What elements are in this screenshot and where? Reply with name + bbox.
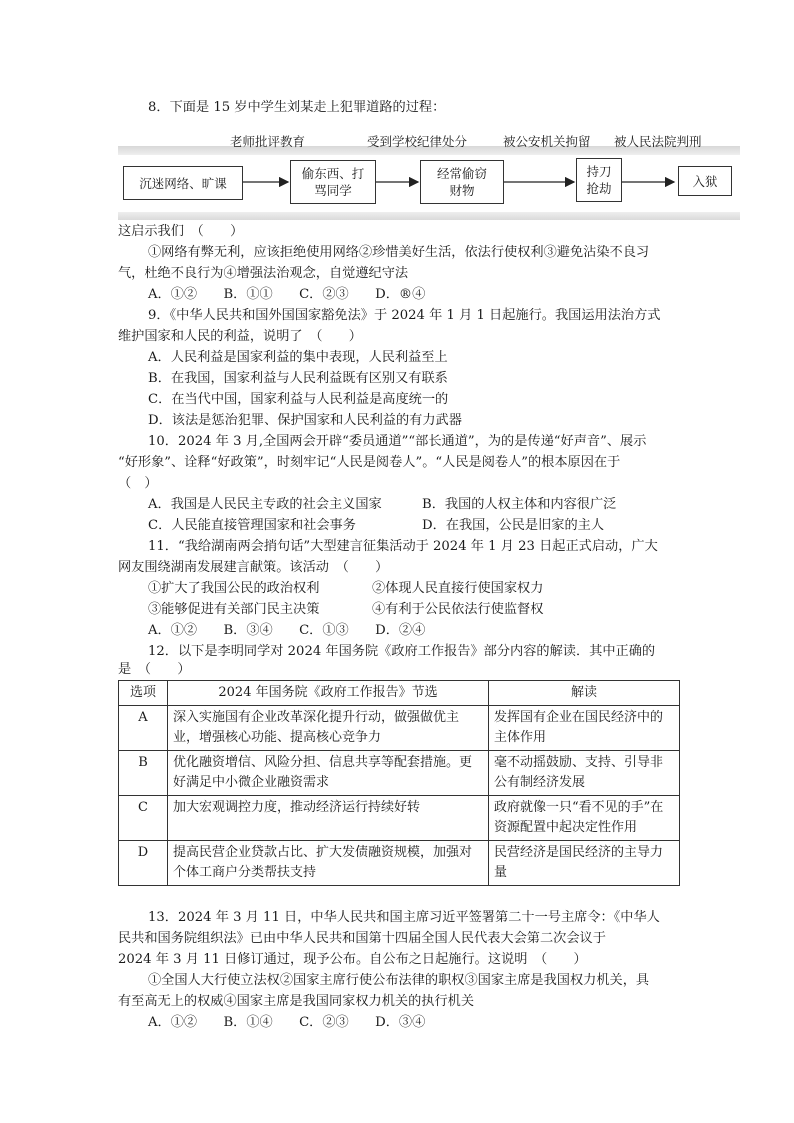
row-reading: 政府就像一只“看不见的手”在资源配置中起决定性作用 — [489, 796, 680, 841]
row-reading: 民营经济是国民经济的主导力量 — [489, 841, 680, 886]
table-row — [119, 706, 680, 751]
q11-stem-line1: 11．“我给湖南两会捎句话”大型建言征集活动于 2024 年 1 月 23 日起正式启动，广大 — [148, 539, 658, 554]
row-option: A — [119, 706, 168, 751]
header-option: 选项 — [119, 681, 168, 706]
q13-options: A．①② B．①④ C．②③ D．③④ — [148, 1015, 426, 1030]
flow-label-3: 被公安机关拘留 — [503, 134, 591, 149]
q10-option-b: B．我国的人权主体和内容很广泛 — [422, 497, 617, 512]
q13-stem-line3: 2024 年 3 月 11 日修订通过，现予公布。自公布之日起施行。这说明 （ ） — [118, 952, 587, 967]
row-reading: 毫不动摇鼓励、支持、引导非公有制经济发展 — [489, 751, 680, 796]
q9-stem-line1: 9．《中华人民共和国外国国家豁免法》于 2024 年 1 月 1 日起施行。我国运用法治方式 — [148, 308, 661, 323]
q11-options: A．①② B．③④ C．①③ D．②④ — [148, 623, 426, 638]
q11-item-3: ③能够促进有关部门民主决策 — [148, 602, 320, 617]
q10-option-d: D．在我国，公民是旧家的主人 — [422, 518, 605, 533]
q10-option-c: C．人民能直接管理国家和社会事务 — [148, 518, 356, 533]
flow-box-2: 偷东西、打 骂同学 — [290, 160, 376, 204]
q8-options: A．①② B．①① C．②③ D．®④ — [148, 287, 426, 302]
q9-stem-line2: 维护国家和人民的利益，说明了 （ ） — [118, 329, 362, 344]
q12-table — [118, 680, 680, 886]
q9-option-b: B．在我国，国家利益与人民利益既有区别又有联系 — [148, 371, 448, 386]
q8-items-line1: ①网络有弊无利，应该拒绝使用网络②珍惜美好生活，依法行使权利③避免沾染不良习 — [148, 245, 650, 260]
row-option: B — [119, 751, 168, 796]
q11-item-1: ①扩大了我国公民的政治权利 — [148, 581, 320, 596]
row-excerpt: 优化融资增信、风险分担、信息共享等配套措施。更好满足中小微企业融资需求 — [168, 751, 489, 796]
q8-prompt: 这启示我们 （ ） — [118, 224, 244, 239]
q13-stem-line1: 13．2024 年 3 月 11 日，中华人民共和国主席习近平签署第二十一号主席令：《中华人 — [148, 910, 660, 925]
q11-stem-line2: 网友围绕湖南发展建言献策。该活动 （ ） — [118, 560, 389, 575]
row-excerpt: 深入实施国有企业改革深化提升行动，做强做优主业，增强核心功能、提高核心竞争力 — [168, 706, 489, 751]
flow-box-5: 入狱 — [678, 166, 732, 196]
flow-box-1: 沉迷网络、旷课 — [123, 166, 243, 200]
q9-option-d: D．该法是惩治犯罪、保护国家和人民利益的有力武器 — [148, 413, 462, 428]
q10-stem-line2: “好形象”、诠释“好政策”，时刻牢记“人民是阅卷人”。“人民是阅卷人”的根本原因在于 — [118, 455, 621, 470]
q10-stem-line1: 10．2024 年 3 月,全国两会开辟“委员通道”“部长通道”，为的是传递“好声音”、展示 — [148, 434, 647, 449]
table-row — [119, 841, 680, 886]
q13-items-line2: 有至高无上的权威④国家主席是我国同家权力机关的执行机关 — [118, 994, 475, 1009]
table-row — [119, 751, 680, 796]
row-option: C — [119, 796, 168, 841]
q9-option-c: C．在当代中国，国家利益与人民利益是高度统一的 — [148, 392, 449, 407]
q11-item-2: ②体现人民直接行使国家权力 — [372, 581, 544, 596]
row-excerpt: 提高民营企业贷款占比、扩大发债融资规模，加强对个体工商户分类帮扶支持 — [168, 841, 489, 886]
flow-box-3: 经常偷窃 财物 — [420, 160, 504, 204]
q8-flow-diagram — [118, 128, 740, 220]
flow-label-1: 老师批评教育 — [230, 134, 306, 149]
q13-items-line1: ①全国人大行使立法权②国家主席行使公布法律的职权③国家主席是我国权力机关，具 — [148, 973, 650, 988]
q10-stem-line3: （ ） — [118, 476, 158, 491]
q11-item-4: ④有利于公民依法行使监督权 — [372, 602, 544, 617]
header-excerpt: 2024 年国务院《政府工作报告》节选 — [168, 681, 489, 706]
q9-option-a: A．人民利益是国家利益的集中表现，人民利益至上 — [148, 350, 448, 365]
q12-stem-line1: 12．以下是李明同学对 2024 年国务院《政府工作报告》部分内容的解读．其中正确的 — [148, 644, 656, 659]
row-option: D — [119, 841, 168, 886]
q10-option-a: A．我国是人民民主专政的社会主义国家 — [148, 497, 382, 512]
q8-items-line2: 气，杜绝不良行为④增强法治观念，自觉遵纪守法 — [118, 266, 409, 281]
header-reading: 解读 — [489, 681, 680, 706]
q12-stem-line2: 是 （ ） — [118, 662, 191, 677]
table-row — [119, 796, 680, 841]
q13-stem-line2: 民共和国务院组织法》已由中华人民共和国第十四届全国人民代表大会第二次会议于 — [118, 931, 606, 946]
row-reading: 发挥国有企业在国民经济中的主体作用 — [489, 706, 680, 751]
flow-box-4: 持刀 抢劫 — [576, 158, 622, 202]
q8-stem: 8．下面是 15 岁中学生刘某走上犯罪道路的过程： — [148, 100, 446, 115]
table-header-row — [119, 681, 680, 706]
flow-label-2: 受到学校纪律处分 — [367, 134, 468, 149]
flow-label-4: 被人民法院判刑 — [614, 134, 702, 149]
row-excerpt: 加大宏观调控力度，推动经济运行持续好转 — [168, 796, 489, 841]
